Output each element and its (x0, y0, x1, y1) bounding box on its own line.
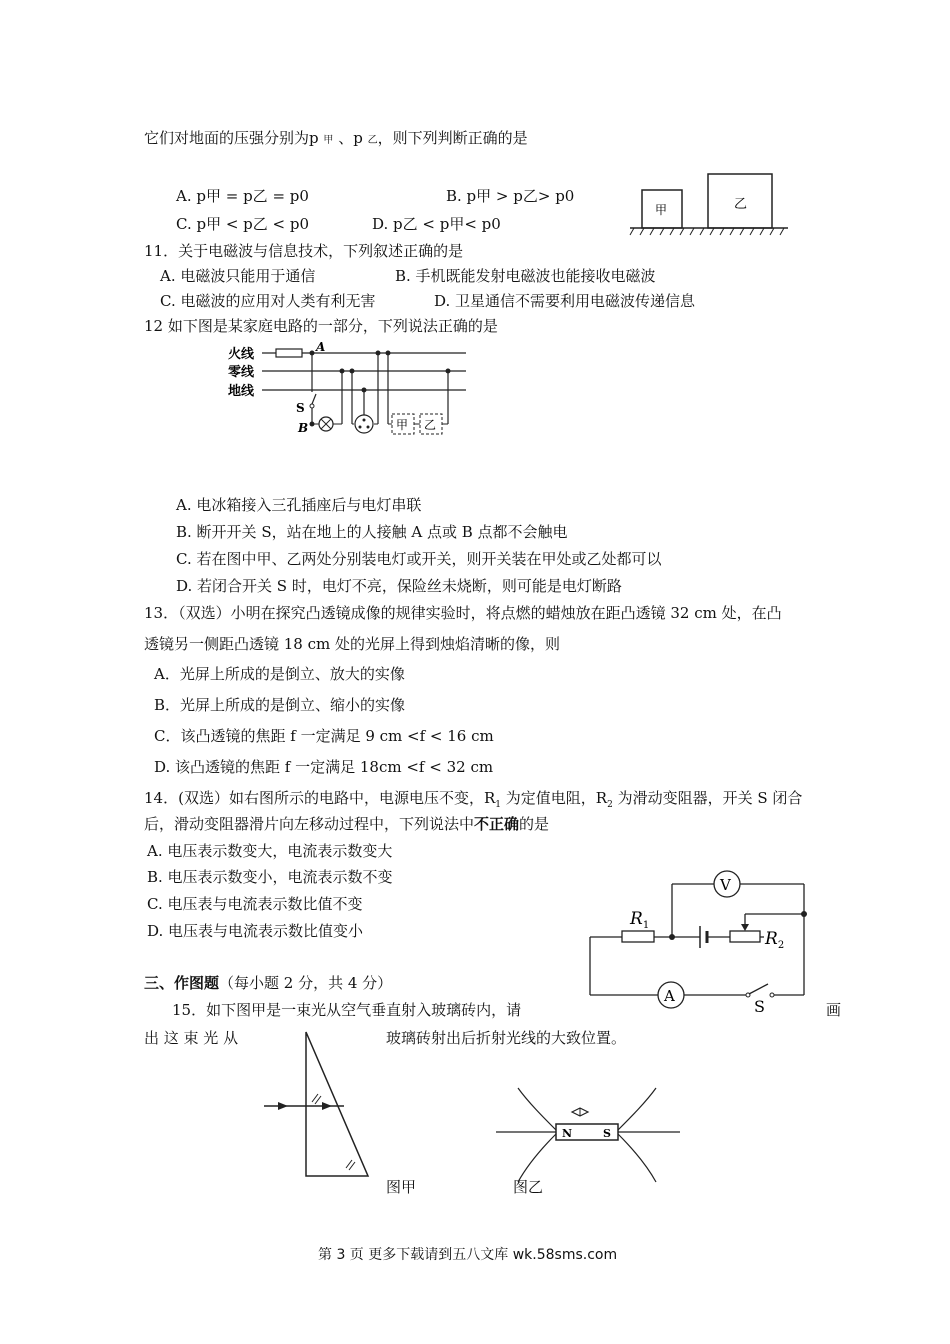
q13-option-d: D. 该凸透镜的焦距 f 一定满足 18cm <f < 32 cm (154, 758, 494, 776)
point-a-label: A (316, 340, 326, 354)
r1-label: $R_1$ (630, 909, 650, 931)
field-line-right-bottom (618, 1134, 656, 1182)
r2-label: $R_2$ (765, 929, 785, 951)
q14-stem2-a: 后，滑动变阻器滑片向左移动过程中，下列说法中 (144, 815, 475, 833)
figure-yi-bar-magnet (494, 1078, 684, 1188)
magnet-s-label: S (603, 1127, 611, 1140)
q14-stem1-c: 为滑动变阻器，开关 S 闭合 (612, 789, 803, 807)
ground-wire-label: 地线 (228, 384, 255, 399)
q10-jia-sub: 甲 (323, 135, 334, 146)
page-footer: 第 3 页 更多下载请到五八文库 wk.58sms.com (318, 1247, 618, 1263)
switch-label: S (296, 401, 305, 415)
q13-stem-line2: 透镜另一侧距凸透镜 18 cm 处的光屏上得到烛焰清晰的像，则 (144, 635, 561, 653)
q12-stem: 12 如下图是某家庭电路的一部分，下列说法正确的是 (144, 317, 498, 335)
q14-figure-circuit (582, 862, 822, 1016)
live-wire-label: 火线 (228, 347, 255, 362)
q10-option-d: D. p乙 < p甲< p0 (372, 215, 501, 233)
resistor-r1 (622, 931, 654, 942)
ground-hatch (630, 228, 784, 235)
section3-note: （每小题 2 分，共 4 分） (219, 974, 393, 992)
caption-figure-yi: 图乙 (513, 1178, 544, 1196)
q14-stem1-a: 14．(双选）如右图所示的电路中，电源电压不变，R (144, 789, 496, 807)
block-jia-label: 甲 (655, 203, 668, 217)
field-line-left-top (518, 1088, 556, 1130)
q14-r2-sub: 2 (607, 800, 613, 810)
q15-line1: 15．如下图甲是一束光从空气垂直射入玻璃砖内，请 (172, 1001, 522, 1019)
q14-option-a: A. 电压表示数变大，电流表示数变大 (147, 842, 393, 860)
three-pin-socket-icon (355, 415, 373, 433)
fuse (276, 349, 302, 357)
q12-figure-household-circuit (222, 340, 482, 440)
box-jia-label: 甲 (396, 418, 409, 432)
q10-figure-blocks (628, 168, 828, 238)
field-line-right-top (618, 1088, 656, 1130)
q14-stem2-bold: 不正确 (474, 815, 520, 833)
caption-figure-jia: 图甲 (386, 1178, 417, 1196)
q11-option-b: B. 手机既能发射电磁波也能接收电磁波 (395, 267, 656, 285)
ammeter-label: A (664, 987, 675, 1005)
voltmeter-icon (714, 871, 740, 897)
box-yi-label: 乙 (424, 418, 437, 432)
q10-p-jia: p (309, 129, 319, 147)
section3-heading (144, 973, 392, 993)
q12-option-c: C. 若在图中甲、乙两处分别装电灯或开关，则开关装在甲处或乙处都可以 (176, 550, 662, 568)
rheostat-r2 (730, 931, 760, 942)
q12-option-d: D. 若闭合开关 S 时，电灯不亮，保险丝未烧断，则可能是电灯断路 (176, 577, 622, 595)
q12-option-b: B. 断开开关 S，站在地上的人接触 A 点或 B 点都不会触电 (176, 523, 568, 541)
q14-stem-line2 (144, 814, 549, 834)
q14-option-c: C. 电压表与电流表示数比值不变 (147, 895, 363, 913)
q15-line2-b: 玻璃砖射出后折射光线的大致位置。 (386, 1029, 627, 1047)
q14-option-b: B. 电压表示数变小，电流表示数不变 (147, 868, 393, 886)
q10-option-c: C. p甲 < p乙 < p0 (176, 215, 310, 233)
q10-option-a: A. p甲 = p乙 = p0 (176, 187, 309, 205)
q11-stem: 11．关于电磁波与信息技术，下列叙述正确的是 (144, 242, 464, 260)
q14-stem1-b: 为定值电阻，R (500, 789, 608, 807)
q10-yi-sub: 乙 (367, 135, 378, 146)
q12-option-a: A. 电冰箱接入三孔插座后与电灯串联 (176, 496, 422, 514)
q10-stem (144, 128, 528, 151)
q13-stem-line1: 13．（双选）小明在探究凸透镜成像的规律实验时，将点燃的蜡烛放在距凸透镜 32 cm 处，在凸 (144, 604, 782, 622)
q10-sep: 、 (338, 129, 354, 147)
q14-r1-sub: 1 (495, 800, 501, 810)
q14-option-d: D. 电压表与电流表示数比值变小 (147, 922, 364, 940)
q13-option-a: A．光屏上所成的是倒立、放大的实像 (154, 665, 405, 683)
switch-icon (746, 984, 774, 997)
q11-option-c: C. 电磁波的应用对人类有利无害 (160, 292, 376, 310)
switch-s-label: S (754, 997, 765, 1016)
point-b-label: B (298, 421, 309, 435)
lamp-icon (319, 417, 333, 431)
compass-needle-icon (572, 1108, 588, 1116)
q10-stem-b: ，则下列判断正确的是 (377, 129, 528, 147)
q13-option-b: B．光屏上所成的是倒立、缩小的实像 (154, 696, 406, 714)
block-yi-label: 乙 (734, 197, 748, 212)
q10-stem-a: 它们对地面的压强分别为 (144, 129, 310, 147)
magnet-n-label: N (562, 1127, 573, 1140)
q10-option-b: B. p甲 > p乙> p0 (446, 187, 575, 205)
battery-icon (700, 926, 707, 948)
q14-stem-line1 (144, 788, 802, 815)
switch-s (312, 394, 316, 404)
figure-jia-glass-prism (262, 1030, 382, 1180)
ammeter-icon (658, 982, 684, 1008)
q11-option-d: D. 卫星通信不需要利用电磁波传递信息 (434, 292, 696, 310)
q13-option-c: C．该凸透镜的焦距 f 一定满足 9 cm <f < 16 cm (154, 727, 494, 745)
q14-stem2-b: 的是 (519, 815, 550, 833)
q15-line2-a: 出 这 束 光 从 (144, 1029, 239, 1047)
ray-arrow-1 (278, 1102, 288, 1110)
section3-title: 三、作图题 (144, 974, 220, 992)
field-line-left-bottom (518, 1134, 556, 1182)
q11-option-a: A. 电磁波只能用于通信 (160, 267, 316, 285)
voltmeter-label: V (720, 876, 731, 894)
q15-line1-end: 画 (826, 1001, 842, 1019)
q10-p-yi: p (353, 129, 363, 147)
neutral-wire-label: 零线 (228, 365, 255, 380)
